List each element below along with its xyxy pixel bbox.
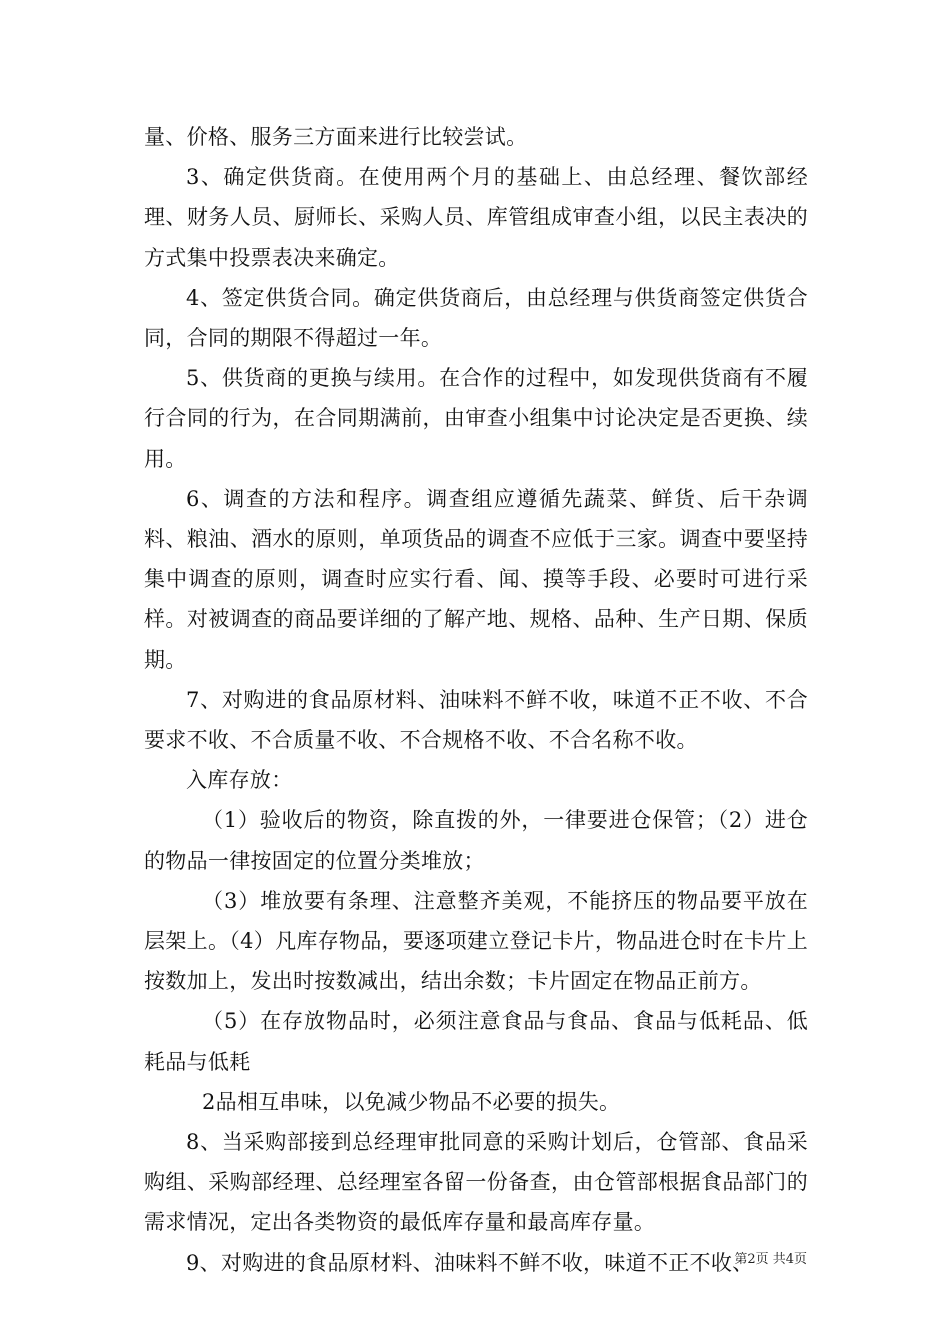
paragraph-5: 6、调查的方法和程序。调查组应遵循先蔬菜、鲜货、后干杂调料、粮油、酒水的原则，单项货品的调查不应低于三家。调查中要坚持集中调查的原则，调查时应实行看、闻、摸等手段、必要时可进行采样。对被调查的商品要详细的了解产地、规格、品种、生产日期、保质期。 <box>144 486 808 672</box>
paragraph-1: 量、价格、服务三方面来进行比较尝试。 <box>144 125 528 149</box>
paragraph-11: 8、当采购部接到总经理审批同意的采购计划后，仓管部、食品采购组、采购部经理、总经理室各留一份备查，由仓管部根据食品部门的需求情况，定出各类物资的最低库存量和最高库存量。 <box>144 1130 808 1235</box>
paragraph-3: 4、签定供货合同。确定供货商后，由总经理与供货商签定供货合同，合同的期限不得超过一年。 <box>144 285 808 351</box>
paragraph-12: 9、对购进的食品原材料、油味料不鲜不收，味道不正不收、 <box>186 1250 754 1275</box>
paragraph-6: 7、对购进的食品原材料、油味料不鲜不收，味道不正不收、不合要求不收、不合质量不收、不合规格不收、不合名称不收。 <box>144 687 808 753</box>
paragraph-7: （1）验收后的物资，除直拨的外，一律要进仓保管；（2）进仓的物品一律按固定的位置分类堆放； <box>144 808 808 873</box>
page-number: 第2页 共4页 <box>734 1252 807 1267</box>
paragraph-4: 5、供货商的更换与续用。在合作的过程中，如发现供货商有不履行合同的行为，在合同期满前，由审查小组集中讨论决定是否更换、续用。 <box>144 366 808 471</box>
section-heading-storage: 入库存放： <box>186 768 293 793</box>
document-body <box>144 117 808 1283</box>
paragraph-9: （5）在存放物品时，必须注意食品与食品、食品与低耗品、低耗品与低耗 <box>144 1009 808 1074</box>
paragraph-8: （3）堆放要有条理、注意整齐美观，不能挤压的物品要平放在层架上。（4）凡库存物品，要逐项建立登记卡片，物品进仓时在卡片上按数加上，发出时按数减出，结出余数；卡片固定在物品正前方。 <box>144 888 808 994</box>
paragraph-10: 2品相互串味，以免减少物品不必要的损失。 <box>202 1089 621 1114</box>
paragraph-2: 3、确定供货商。在使用两个月的基础上、由总经理、餐饮部经理、财务人员、厨师长、采购人员、库管组成审查小组，以民主表决的方式集中投票表决来确定。 <box>144 165 808 270</box>
